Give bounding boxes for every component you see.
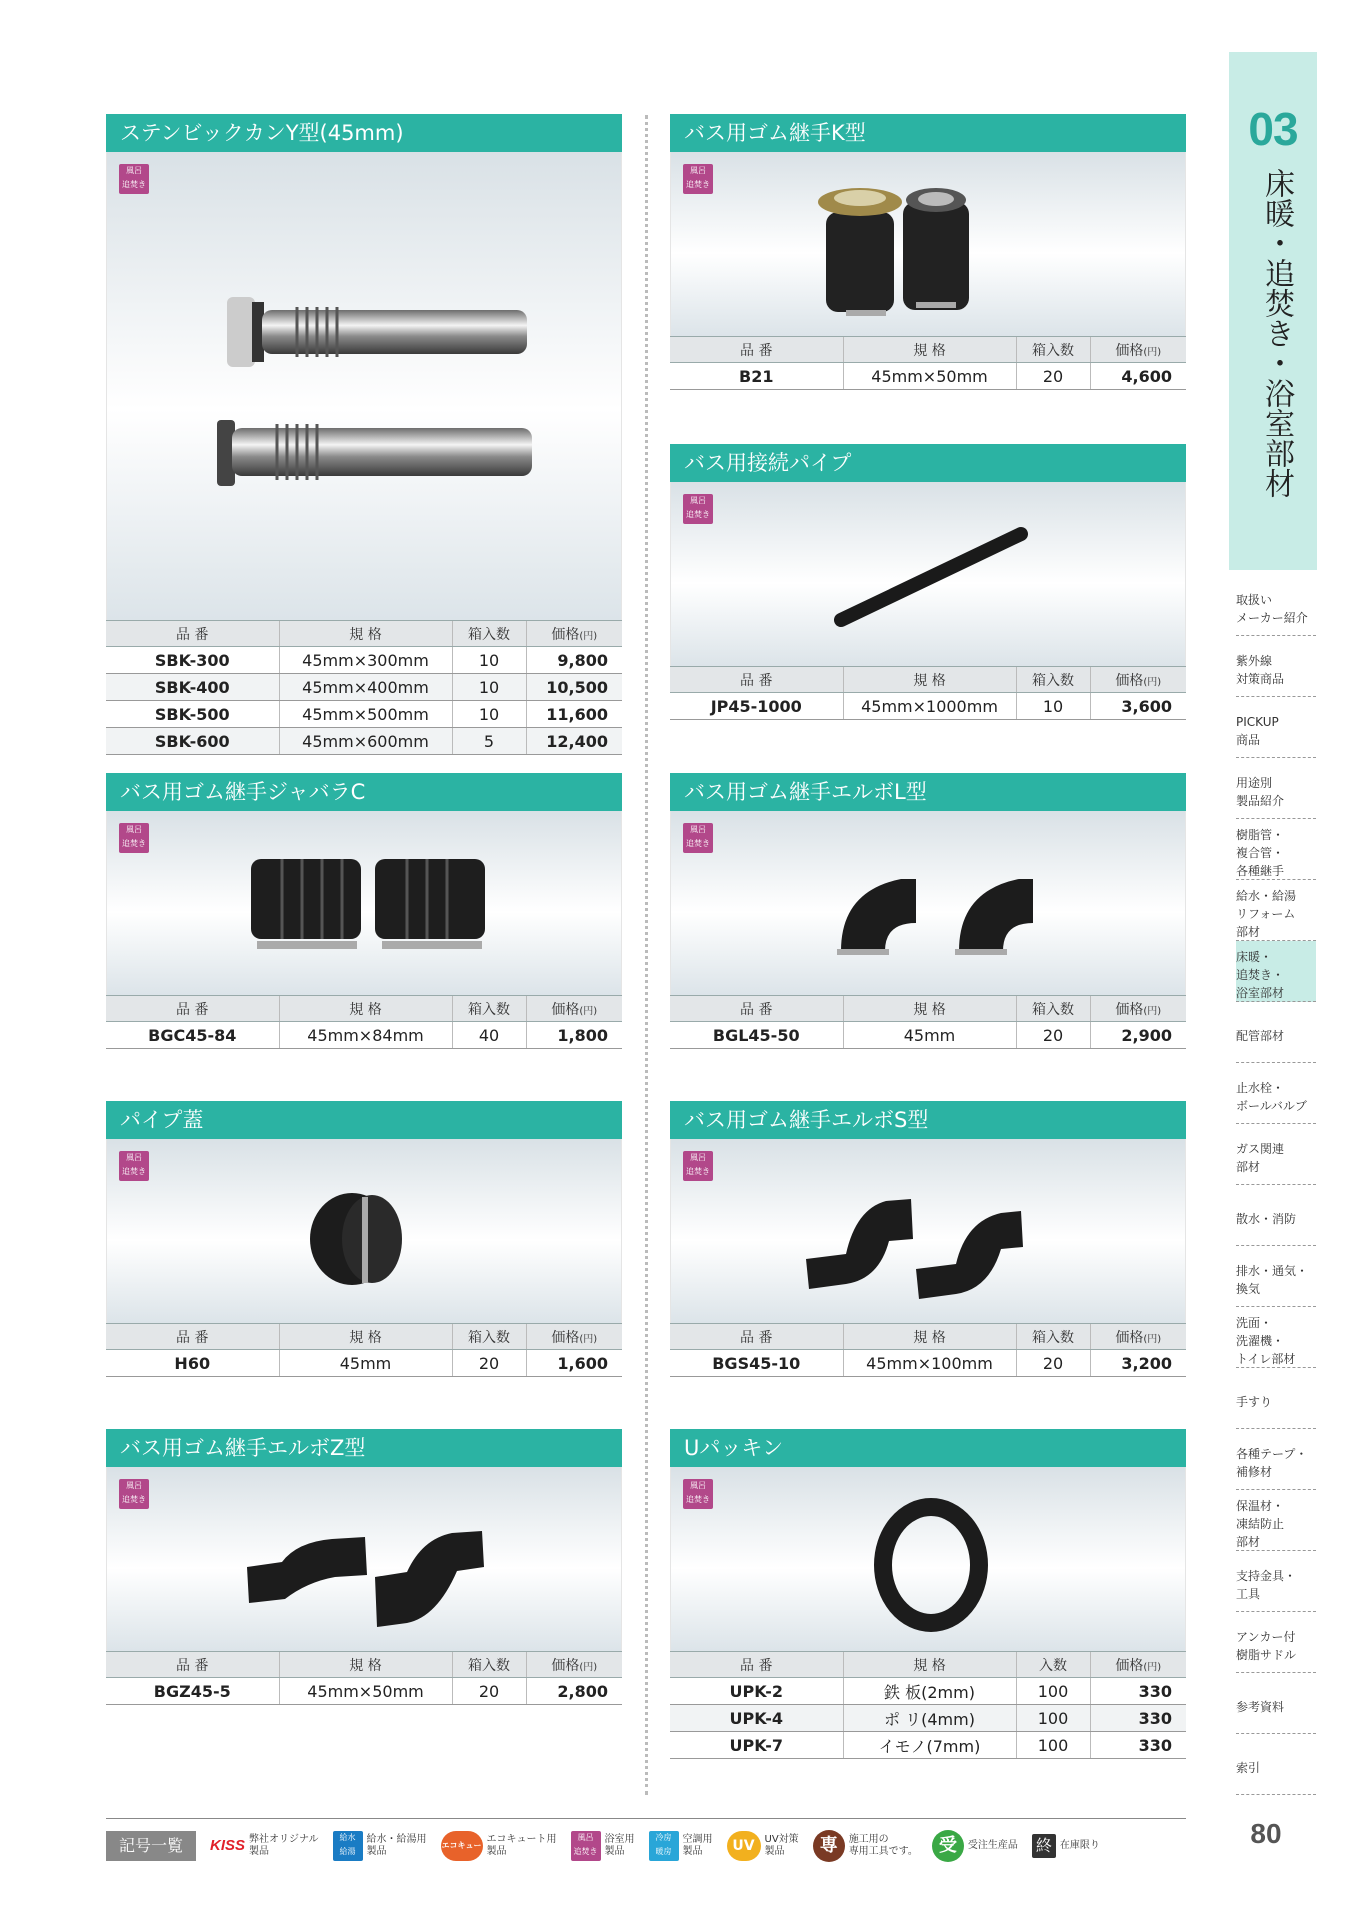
legend-made-to-order: 受 受注生産品 — [932, 1830, 1018, 1862]
spec-value: 45mm×50mm — [843, 363, 1016, 390]
price: 11,600 — [526, 701, 622, 728]
nav-item-label: 索引 — [1236, 1761, 1261, 1775]
nav-item-label: 給水・給湯 — [1236, 889, 1297, 903]
product-title: パイプ蓋 — [106, 1101, 622, 1139]
nav-item[interactable] — [1236, 758, 1316, 819]
spec-table: 品 番 規 格 箱入数 価格(円) JP45-1000 45mm×1000mm 10 3,600 — [670, 666, 1186, 720]
quantity: 20 — [452, 1350, 526, 1377]
price: 10,500 — [526, 674, 622, 701]
quantity: 20 — [452, 1678, 526, 1705]
nav-item-label: 浴室部材 — [1236, 986, 1285, 1000]
nav-item-label: 部材 — [1236, 925, 1261, 939]
legend-eco: エコキュート エコキュート用 製品 — [441, 1831, 557, 1861]
price: 330 — [1090, 1732, 1186, 1759]
spec-value: イモノ(7mm) — [843, 1732, 1016, 1759]
section-label: 床暖・追焚き・浴室部材 — [1259, 168, 1294, 498]
nav-item[interactable] — [1236, 819, 1316, 880]
price: 4,600 — [1090, 363, 1186, 390]
price: 330 — [1090, 1705, 1186, 1732]
nav-item[interactable] — [1236, 1612, 1316, 1673]
nav-item[interactable] — [1236, 1307, 1316, 1368]
nav-item-label: 樹脂サドル — [1236, 1648, 1297, 1662]
product-photo — [670, 1467, 1186, 1651]
nav-item[interactable] — [1236, 697, 1316, 758]
legend-stock-only: 終 在庫限り — [1032, 1834, 1100, 1858]
spec-value: 45mm — [843, 1022, 1016, 1049]
part-number: H60 — [106, 1350, 279, 1377]
price: 3,200 — [1090, 1350, 1186, 1377]
bath-badge: 風呂 追焚き — [119, 1151, 149, 1181]
nav-item-label: 支持金具・ — [1236, 1569, 1297, 1583]
nav-item-label: 複合管・ — [1236, 846, 1285, 860]
nav-item[interactable] — [1236, 1490, 1316, 1551]
quantity: 10 — [1016, 693, 1090, 720]
nav-item[interactable] — [1236, 636, 1316, 697]
bath-icon: 風呂 追焚き — [571, 1831, 601, 1861]
nav-item-label: 床暖・ — [1236, 950, 1273, 964]
spec-value: ポ リ(4mm) — [843, 1705, 1016, 1732]
bath-badge: 風呂 追焚き — [119, 823, 149, 853]
nav-item-label: ガス関連 — [1236, 1142, 1285, 1156]
table-row — [106, 647, 622, 674]
price: 3,600 — [1090, 693, 1186, 720]
column-divider — [645, 115, 648, 1795]
product-card-bellows-joint — [106, 773, 622, 1049]
nav-item[interactable] — [1236, 1673, 1316, 1734]
legend-bath: 風呂 追焚き 浴室用 製品 — [571, 1831, 635, 1861]
spec-value: 45mm×400mm — [279, 674, 452, 701]
part-number: SBK-600 — [106, 728, 279, 755]
connection-pipe-image — [671, 482, 1185, 666]
nav-item-label: 取扱い — [1236, 593, 1273, 607]
product-photo — [670, 152, 1186, 336]
product-card-elbow-l — [670, 773, 1186, 1049]
rubber-joint-k-image — [671, 152, 1185, 336]
nav-item-label: 各種継手 — [1236, 864, 1285, 878]
quantity: 5 — [452, 728, 526, 755]
spec-table: 品 番 規 格 入数 価格(円) UPK-2 鉄 板(2mm) 100 330 UPK-4 ポ リ(4mm) 100 330 UPK-7 イモノ(7mm) 100 330 — [670, 1651, 1186, 1759]
spec-table: 品 番 規 格 箱入数 価格(円) BGS45-10 45mm×100mm 20 3,200 — [670, 1323, 1186, 1377]
quantity: 20 — [1016, 1022, 1090, 1049]
legend-pro-tool: 専 施工用の 専用工具です。 — [813, 1830, 918, 1862]
nav-item-label: 追焚き・ — [1236, 968, 1285, 982]
nav-item[interactable] — [1236, 1185, 1316, 1246]
spec-table: 品 番 規 格 箱入数 価格(円) BGC45-84 45mm×84mm 40 1,800 — [106, 995, 622, 1049]
bath-badge: 風呂 追焚き — [683, 494, 713, 524]
legend-kiss: KISS 弊社オリジナル 製品 — [210, 1833, 319, 1857]
nav-item[interactable] — [1236, 575, 1316, 636]
bath-badge: 風呂 追焚き — [683, 164, 713, 194]
nav-item[interactable] — [1236, 941, 1316, 1002]
nav-item[interactable] — [1236, 1063, 1316, 1124]
quantity: 20 — [1016, 1350, 1090, 1377]
quantity: 10 — [452, 674, 526, 701]
kiss-logo: KISS — [210, 1836, 246, 1854]
quantity: 100 — [1016, 1732, 1090, 1759]
product-card-stainless-pipe — [106, 114, 622, 755]
part-number: BGZ45-5 — [106, 1678, 279, 1705]
eco-icon: エコキュート — [441, 1831, 483, 1861]
nav-item[interactable] — [1236, 1124, 1316, 1185]
pro-tool-icon: 専 — [813, 1830, 845, 1862]
stock-only-icon: 終 — [1032, 1834, 1056, 1858]
spec-table: 品 番 規 格 箱入数 価格(円) H60 45mm 20 1,600 — [106, 1323, 622, 1377]
bath-badge: 風呂 追焚き — [119, 164, 149, 194]
table-row — [106, 1350, 622, 1377]
legend-uv: UV UV対策 製品 — [727, 1831, 799, 1861]
bath-badge: 風呂 追焚き — [683, 823, 713, 853]
pipe-cap-image — [107, 1139, 621, 1323]
nav-item-label: 各種テープ・ — [1236, 1447, 1308, 1461]
spec-value: 45mm×300mm — [279, 647, 452, 674]
elbow-z-image — [107, 1467, 621, 1651]
part-number: B21 — [670, 363, 843, 390]
nav-item-label: 洗面・ — [1236, 1316, 1273, 1330]
product-title: バス用ゴム継手エルボS型 — [670, 1101, 1186, 1139]
nav-item-label: 配管部材 — [1236, 1029, 1285, 1043]
nav-item[interactable] — [1236, 1002, 1316, 1063]
symbol-legend — [106, 1818, 1186, 1880]
spec-value: 45mm×1000mm — [843, 693, 1016, 720]
spec-table: 品 番 規 格 箱入数 価格(円) BGZ45-5 45mm×50mm 20 2,800 — [106, 1651, 622, 1705]
part-number: BGC45-84 — [106, 1022, 279, 1049]
nav-item[interactable] — [1236, 880, 1316, 941]
section-tab — [1229, 52, 1317, 570]
nav-item-label: メーカー紹介 — [1236, 611, 1308, 625]
quantity: 10 — [452, 647, 526, 674]
quantity: 100 — [1016, 1705, 1090, 1732]
table-row — [670, 363, 1186, 390]
table-row — [106, 1022, 622, 1049]
nav-item-label: トイレ部材 — [1236, 1352, 1296, 1366]
table-row — [670, 1678, 1186, 1705]
part-number: UPK-2 — [670, 1678, 843, 1705]
product-title: バス用ゴム継手エルボL型 — [670, 773, 1186, 811]
quantity: 20 — [1016, 363, 1090, 390]
part-number: SBK-500 — [106, 701, 279, 728]
ac-icon: 冷房 暖房 — [649, 1831, 679, 1861]
spec-value: 45mm×50mm — [279, 1678, 452, 1705]
made-to-order-icon: 受 — [932, 1830, 964, 1862]
spec-value: 45mm×84mm — [279, 1022, 452, 1049]
spec-table: 品 番 規 格 箱入数 価格(円) SBK-300 45mm×300mm 10 9,800 SBK-400 45mm×400mm 10 10,500 SBK-500 45mm×500mm 10 11,600 SBK-600 45mm×600mm 5 12,400 — [106, 620, 622, 755]
nav-item-label: 換気 — [1236, 1282, 1261, 1296]
nav-item-label: 参考資料 — [1236, 1700, 1285, 1714]
spec-value: 45mm×100mm — [843, 1350, 1016, 1377]
table-row — [670, 693, 1186, 720]
price: 1,600 — [526, 1350, 622, 1377]
nav-item-label: 用途別 — [1236, 776, 1273, 790]
price: 2,800 — [526, 1678, 622, 1705]
product-photo — [106, 1467, 622, 1651]
spec-value: 45mm×600mm — [279, 728, 452, 755]
bellows-joint-image — [107, 811, 621, 995]
nav-item-label: 商品 — [1236, 733, 1261, 747]
table-row — [670, 1732, 1186, 1759]
u-packing-image — [671, 1467, 1185, 1651]
nav-item-label: 部材 — [1236, 1535, 1261, 1549]
nav-item-label: 手すり — [1236, 1395, 1273, 1409]
table-row — [106, 728, 622, 755]
nav-item-label: 紫外線 — [1236, 654, 1273, 668]
part-number: UPK-7 — [670, 1732, 843, 1759]
water-icon: 給水 給湯 — [333, 1831, 363, 1861]
product-card-pipe-cap — [106, 1101, 622, 1377]
price: 2,900 — [1090, 1022, 1186, 1049]
table-row — [670, 1705, 1186, 1732]
nav-item-label: 保温材・ — [1236, 1499, 1285, 1513]
legend-water: 給水 給湯 給水・給湯用 製品 — [333, 1831, 427, 1861]
product-title: バス用ゴム継手K型 — [670, 114, 1186, 152]
bath-badge: 風呂 追焚き — [119, 1479, 149, 1509]
product-card-u-packing — [670, 1429, 1186, 1759]
part-number: SBK-400 — [106, 674, 279, 701]
section-number: 03 — [1248, 103, 1298, 155]
nav-item[interactable] — [1236, 1368, 1316, 1429]
product-card-connection-pipe — [670, 444, 1186, 720]
price: 12,400 — [526, 728, 622, 755]
nav-item-label: 補修材 — [1236, 1465, 1273, 1479]
stainless-pipe-image — [107, 152, 621, 620]
part-number: JP45-1000 — [670, 693, 843, 720]
nav-item-label: 排水・通気・ — [1236, 1264, 1309, 1278]
product-title: Uパッキン — [670, 1429, 1186, 1467]
table-row — [106, 1678, 622, 1705]
product-photo — [670, 811, 1186, 995]
table-row — [670, 1350, 1186, 1377]
nav-item-label: 工具 — [1236, 1587, 1261, 1601]
nav-item-label: 散水・消防 — [1236, 1212, 1297, 1226]
product-photo — [106, 811, 622, 995]
product-card-elbow-s — [670, 1101, 1186, 1377]
quantity: 10 — [452, 701, 526, 728]
product-card-rubber-joint-k — [670, 114, 1186, 390]
product-title: バス用接続パイプ — [670, 444, 1186, 482]
product-photo — [670, 482, 1186, 666]
nav-item[interactable] — [1236, 1429, 1316, 1490]
spec-value: 鉄 板(2mm) — [843, 1678, 1016, 1705]
part-number: BGS45-10 — [670, 1350, 843, 1377]
part-number: UPK-4 — [670, 1705, 843, 1732]
price: 9,800 — [526, 647, 622, 674]
product-photo — [106, 1139, 622, 1323]
product-card-elbow-z — [106, 1429, 622, 1705]
nav-item-label: リフォーム — [1236, 907, 1296, 921]
legend-ac: 冷房 暖房 空調用 製品 — [649, 1831, 713, 1861]
price: 1,800 — [526, 1022, 622, 1049]
nav-item-label: 洗濯機・ — [1236, 1334, 1285, 1348]
nav-item-label: 凍結防止 — [1236, 1517, 1285, 1531]
legend-title: 記号一覧 — [106, 1831, 196, 1861]
product-title: ステンビックカンY型(45mm) — [106, 114, 622, 152]
product-title: バス用ゴム継手ジャバラC — [106, 773, 622, 811]
nav-item-label: ボールバルブ — [1236, 1099, 1307, 1113]
table-row — [106, 674, 622, 701]
product-photo — [670, 1139, 1186, 1323]
nav-item-label: 製品紹介 — [1236, 794, 1285, 808]
quantity: 100 — [1016, 1678, 1090, 1705]
page-number: 80 — [1250, 1818, 1282, 1849]
nav-item[interactable] — [1236, 1246, 1316, 1307]
nav-item-label: アンカー付 — [1236, 1630, 1296, 1644]
table-row — [670, 1022, 1186, 1049]
price: 330 — [1090, 1678, 1186, 1705]
nav-item-label: 樹脂管・ — [1236, 828, 1285, 842]
part-number: BGL45-50 — [670, 1022, 843, 1049]
bath-badge: 風呂 追焚き — [683, 1479, 713, 1509]
product-photo — [106, 152, 622, 620]
part-number: SBK-300 — [106, 647, 279, 674]
uv-icon: UV — [727, 1831, 761, 1861]
quantity: 40 — [452, 1022, 526, 1049]
elbow-s-image — [671, 1139, 1185, 1323]
nav-item-label: 部材 — [1236, 1160, 1261, 1174]
nav-item-label: PICKUP — [1236, 715, 1279, 729]
nav-item[interactable] — [1236, 1734, 1316, 1795]
spec-value: 45mm×500mm — [279, 701, 452, 728]
side-navigation — [1236, 575, 1316, 1795]
spec-value: 45mm — [279, 1350, 452, 1377]
bath-badge: 風呂 追焚き — [683, 1151, 713, 1181]
elbow-l-image — [671, 811, 1185, 995]
spec-table: 品 番 規 格 箱入数 価格(円) BGL45-50 45mm 20 2,900 — [670, 995, 1186, 1049]
nav-item[interactable] — [1236, 1551, 1316, 1612]
spec-table: 品 番 規 格 箱入数 価格(円) B21 45mm×50mm 20 4,600 — [670, 336, 1186, 390]
table-row — [106, 701, 622, 728]
nav-item-label: 止水栓・ — [1236, 1081, 1285, 1095]
product-title: バス用ゴム継手エルボZ型 — [106, 1429, 622, 1467]
nav-item-label: 対策商品 — [1236, 672, 1285, 686]
